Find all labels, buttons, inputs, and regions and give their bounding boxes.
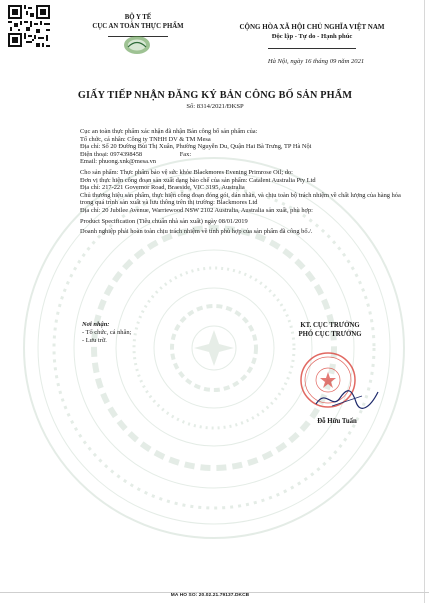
signer-name: Đỗ Hữu Tuấn	[317, 418, 357, 425]
signature-mark	[312, 384, 382, 414]
signer-position: PHÓ CỤC TRƯỞNG	[298, 330, 362, 338]
page-edge	[424, 0, 425, 603]
document-number: Số: 8314/2021/ĐKSP	[186, 103, 244, 110]
dossier-code: MA HO SO: 20.02.21.79137.DKCB	[170, 593, 250, 598]
document-body	[80, 128, 402, 236]
recipients-title: Nơi nhận:	[82, 321, 110, 328]
owner-address-line: Địa chỉ: 20 Jubilee Avenue, Warriewood NSW 2102 Australia, Australia sản xuất, phù hợp:	[80, 206, 313, 214]
responsibility-line: Doanh nghiệp phải hoàn toàn chịu trách nhiệm về tính phù hợp của sản phẩm đã công bố./.	[80, 228, 313, 236]
national-header	[212, 22, 412, 52]
phone-line: Điện thoại: 0974398458	[80, 150, 143, 158]
recipient-item: - Lưu trữ.	[82, 337, 107, 344]
product-line: Cho sản phẩm: Thực phẩm bảo vệ sức khỏe Blackmores Evening Primrose Oil; do:	[80, 168, 293, 176]
issue-date: Hà Nội, ngày 16 tháng 09 năm 2021	[267, 58, 365, 65]
qr-code	[8, 5, 50, 47]
phone-fax-line	[80, 151, 402, 159]
agency-logo	[122, 34, 152, 56]
nation-name: CỘNG HÒA XÃ HỘI CHỦ NGHĨA VIỆT NAM	[239, 23, 385, 31]
organization-line: Tổ chức, cá nhân: Công ty TNHH DV & TM Mesa	[80, 135, 211, 143]
agency-name: CỤC AN TOÀN THỰC PHẨM	[92, 23, 184, 30]
document-title: GIẤY TIẾP NHẬN ĐĂNG KÝ BẢN CÔNG BỐ SẢN PHẨM	[77, 90, 353, 101]
recipient-item: - Tổ chức, cá nhân;	[82, 329, 132, 336]
brand-owner-line: Chủ thương hiệu sản phẩm, thực hiện công đoạn đóng gói, dán nhãn, và chịu toàn bộ trách nhiệm về chất lượng của hàng hóa trong quá trình sản xuất và lưu thông trên thị trường: Blackmores Ltd	[80, 191, 401, 207]
specification-line: Product Specification (Tiêu chuẩn nhà sản xuất) ngày 08/01/2019	[80, 217, 248, 225]
address-line: Địa chỉ: Số 20 Đường Bùi Thị Xuân, Phường Nguyễn Du, Quận Hai Bà Trưng, TP Hà Nội	[80, 143, 312, 151]
ministry-name: BỘ Y TẾ	[124, 14, 152, 21]
signer-title: KT. CỤC TRƯỞNG	[300, 322, 360, 329]
manufacturer-line: Đơn vị thực hiện công đoạn sản xuất dạng bào chế của sản phẩm: Catalent Australia Pty Ltd	[80, 176, 316, 184]
email-line: Email: phuong.xnk@mesa.vn	[80, 158, 156, 166]
national-motto: Độc lập - Tự do - Hạnh phúc	[271, 33, 353, 40]
header-underline	[268, 48, 356, 49]
signer-block	[270, 322, 390, 339]
intro-line: Cục an toàn thực phẩm xác nhận đã nhận Bản công bố sản phẩm của:	[80, 128, 258, 135]
manufacturer-address-line: Địa chỉ: 217-221 Governor Road, Braeside, VIC 3195, Australia	[80, 184, 245, 192]
recipients-block	[82, 321, 131, 345]
fax-line: Fax:	[179, 150, 192, 158]
